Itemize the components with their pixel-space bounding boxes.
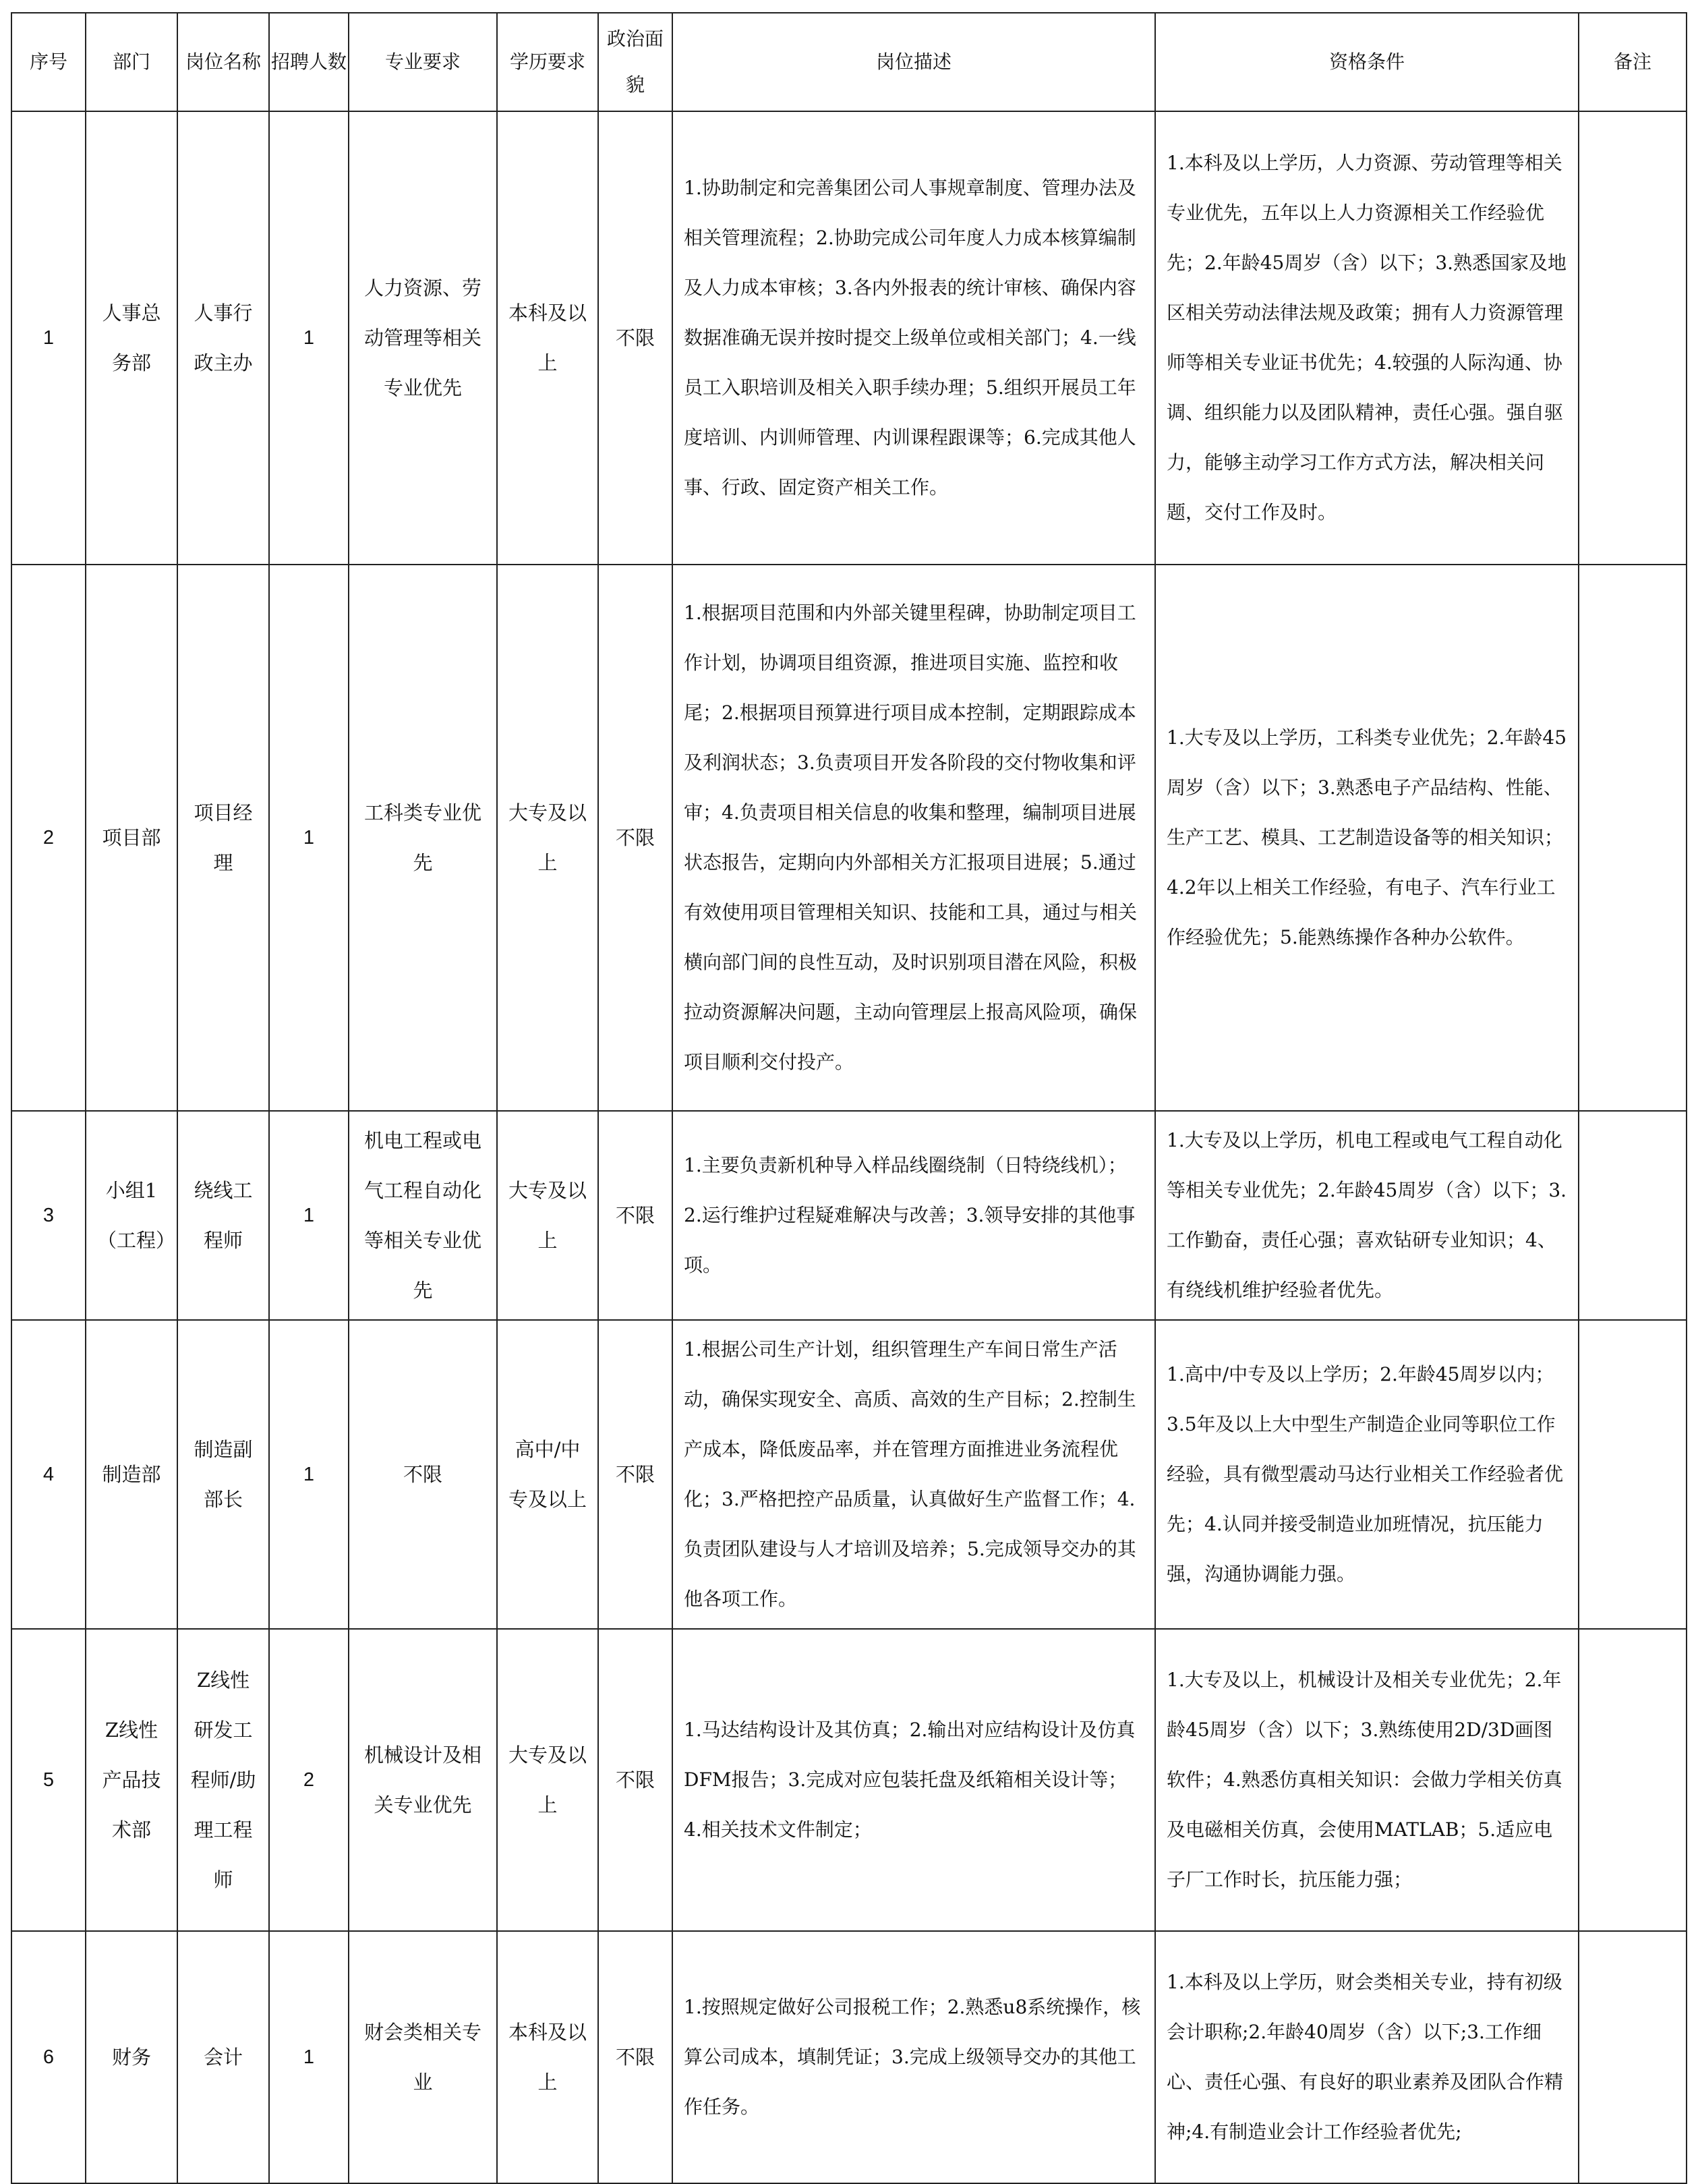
cell-seq: 4	[11, 1320, 86, 1629]
table-row	[11, 1629, 1687, 1931]
cell-dept: 制造部	[86, 1320, 177, 1629]
table-row	[11, 1320, 1687, 1629]
cell-remark	[1579, 1629, 1687, 1931]
cell-count: 2	[269, 1629, 349, 1931]
cell-major: 不限	[349, 1320, 497, 1629]
cell-seq: 6	[11, 1931, 86, 2183]
cell-political: 不限	[598, 1931, 672, 2183]
cell-dept: Z线性产品技术部	[86, 1629, 177, 1931]
cell-position: 制造副部长	[177, 1320, 269, 1629]
table-row	[11, 1931, 1687, 2183]
cell-major: 人力资源、劳动管理等相关专业优先	[349, 111, 497, 565]
cell-position: Z线性研发工程师/助理工程师	[177, 1629, 269, 1931]
cell-position: 绕线工程师	[177, 1111, 269, 1320]
cell-description: 1.协助制定和完善集团公司人事规章制度、管理办法及相关管理流程；2.协助完成公司年度人力成本核算编制及人力成本审核；3.各内外报表的统计审核、确保内容数据准确无误并按时提交上级单位或相关部门；4.一线员工入职培训及相关入职手续办理；5.组织开展员工年度培训、内训师管理、内训课程跟课等；6.完成其他人事、行政、固定资产相关工作。	[672, 111, 1155, 565]
cell-seq: 5	[11, 1629, 86, 1931]
cell-count: 1	[269, 111, 349, 565]
cell-description: 1.根据公司生产计划，组织管理生产车间日常生产活动，确保实现安全、高质、高效的生产目标；2.控制生产成本，降低废品率，并在管理方面推进业务流程优化；3.严格把控产品质量，认真做好生产监督工作；4.负责团队建设与人才培训及培养；5.完成领导交办的其他各项工作。	[672, 1320, 1155, 1629]
cell-seq: 2	[11, 565, 86, 1111]
cell-qualification: 1.本科及以上学历，人力资源、劳动管理等相关专业优先，五年以上人力资源相关工作经验优先；2.年龄45周岁（含）以下；3.熟悉国家及地区相关劳动法律法规及政策；拥有人力资源管理师等相关专业证书优先；4.较强的人际沟通、协调、组织能力以及团队精神，责任心强。强自驱力，能够主动学习工作方式方法，解决相关问题，交付工作及时。	[1155, 111, 1579, 565]
cell-major: 财会类相关专业	[349, 1931, 497, 2183]
header-description: 岗位描述	[672, 13, 1155, 111]
cell-position: 人事行政主办	[177, 111, 269, 565]
cell-description: 1.根据项目范围和内外部关键里程碑，协助制定项目工作计划，协调项目组资源，推进项目实施、监控和收尾；2.根据项目预算进行项目成本控制，定期跟踪成本及利润状态；3.负责项目开发各阶段的交付物收集和评审；4.负责项目相关信息的收集和整理，编制项目进展状态报告，定期向内外部相关方汇报项目进展；5.通过有效使用项目管理相关知识、技能和工具，通过与相关横向部门间的良性互动，及时识别项目潜在风险，积极拉动资源解决问题，主动向管理层上报高风险项，确保项目顺利交付投产。	[672, 565, 1155, 1111]
header-count: 招聘人数	[269, 13, 349, 111]
recruitment-table	[11, 12, 1687, 2184]
cell-seq: 1	[11, 111, 86, 565]
header-political: 政治面貌	[598, 13, 672, 111]
header-qualification: 资格条件	[1155, 13, 1579, 111]
cell-dept: 财务	[86, 1931, 177, 2183]
cell-count: 1	[269, 1931, 349, 2183]
cell-position: 会计	[177, 1931, 269, 2183]
cell-education: 大专及以上	[497, 1629, 598, 1931]
cell-remark	[1579, 111, 1687, 565]
cell-qualification: 1.大专及以上学历，工科类专业优先；2.年龄45周岁（含）以下；3.熟悉电子产品结构、性能、生产工艺、模具、工艺制造设备等的相关知识；4.2年以上相关工作经验，有电子、汽车行业工作经验优先；5.能熟练操作各种办公软件。	[1155, 565, 1579, 1111]
cell-remark	[1579, 1111, 1687, 1320]
cell-education: 本科及以上	[497, 111, 598, 565]
cell-remark	[1579, 1320, 1687, 1629]
cell-education: 大专及以上	[497, 1111, 598, 1320]
cell-count: 1	[269, 1111, 349, 1320]
header-education: 学历要求	[497, 13, 598, 111]
cell-political: 不限	[598, 1111, 672, 1320]
cell-political: 不限	[598, 1629, 672, 1931]
cell-political: 不限	[598, 565, 672, 1111]
cell-dept: 项目部	[86, 565, 177, 1111]
cell-description: 1.按照规定做好公司报税工作；2.熟悉u8系统操作，核算公司成本，填制凭证；3.完成上级领导交办的其他工作任务。	[672, 1931, 1155, 2183]
cell-major: 机械设计及相关专业优先	[349, 1629, 497, 1931]
header-dept: 部门	[86, 13, 177, 111]
recruitment-table-sheet	[11, 12, 1686, 2184]
cell-political: 不限	[598, 111, 672, 565]
cell-remark	[1579, 565, 1687, 1111]
table-header-row	[11, 13, 1687, 111]
cell-description: 1.马达结构设计及其仿真；2.输出对应结构设计及仿真DFM报告；3.完成对应包装托盘及纸箱相关设计等；4.相关技术文件制定；	[672, 1629, 1155, 1931]
cell-major: 工科类专业优先	[349, 565, 497, 1111]
cell-education: 高中/中专及以上	[497, 1320, 598, 1629]
table-row	[11, 1111, 1687, 1320]
cell-political: 不限	[598, 1320, 672, 1629]
header-seq: 序号	[11, 13, 86, 111]
cell-education: 本科及以上	[497, 1931, 598, 2183]
cell-count: 1	[269, 565, 349, 1111]
cell-remark	[1579, 1931, 1687, 2183]
cell-qualification: 1.大专及以上，机械设计及相关专业优先；2.年龄45周岁（含）以下；3.熟练使用2D/3D画图软件；4.熟悉仿真相关知识：会做力学相关仿真及电磁相关仿真，会使用MATLAB；5.适应电子厂工作时长，抗压能力强；	[1155, 1629, 1579, 1931]
cell-position: 项目经理	[177, 565, 269, 1111]
table-row	[11, 111, 1687, 565]
cell-qualification: 1.大专及以上学历，机电工程或电气工程自动化等相关专业优先；2.年龄45周岁（含）以下；3.工作勤奋，责任心强；喜欢钻研专业知识；4、有绕线机维护经验者优先。	[1155, 1111, 1579, 1320]
cell-count: 1	[269, 1320, 349, 1629]
cell-description: 1.主要负责新机种导入样品线圈绕制（日特绕线机）；2.运行维护过程疑难解决与改善；3.领导安排的其他事项。	[672, 1111, 1155, 1320]
header-major: 专业要求	[349, 13, 497, 111]
cell-qualification: 1.本科及以上学历，财会类相关专业，持有初级会计职称;2.年龄40周岁（含）以下;3.工作细心、责任心强、有良好的职业素养及团队合作精神;4.有制造业会计工作经验者优先;	[1155, 1931, 1579, 2183]
cell-major: 机电工程或电气工程自动化等相关专业优先	[349, 1111, 497, 1320]
cell-dept: 人事总务部	[86, 111, 177, 565]
cell-seq: 3	[11, 1111, 86, 1320]
cell-education: 大专及以上	[497, 565, 598, 1111]
cell-qualification: 1.高中/中专及以上学历；2.年龄45周岁以内；3.5年及以上大中型生产制造企业同等职位工作经验，具有微型震动马达行业相关工作经验者优先；4.认同并接受制造业加班情况，抗压能力强，沟通协调能力强。	[1155, 1320, 1579, 1629]
header-remark: 备注	[1579, 13, 1687, 111]
header-position: 岗位名称	[177, 13, 269, 111]
cell-dept: 小组1（工程）	[86, 1111, 177, 1320]
table-row	[11, 565, 1687, 1111]
